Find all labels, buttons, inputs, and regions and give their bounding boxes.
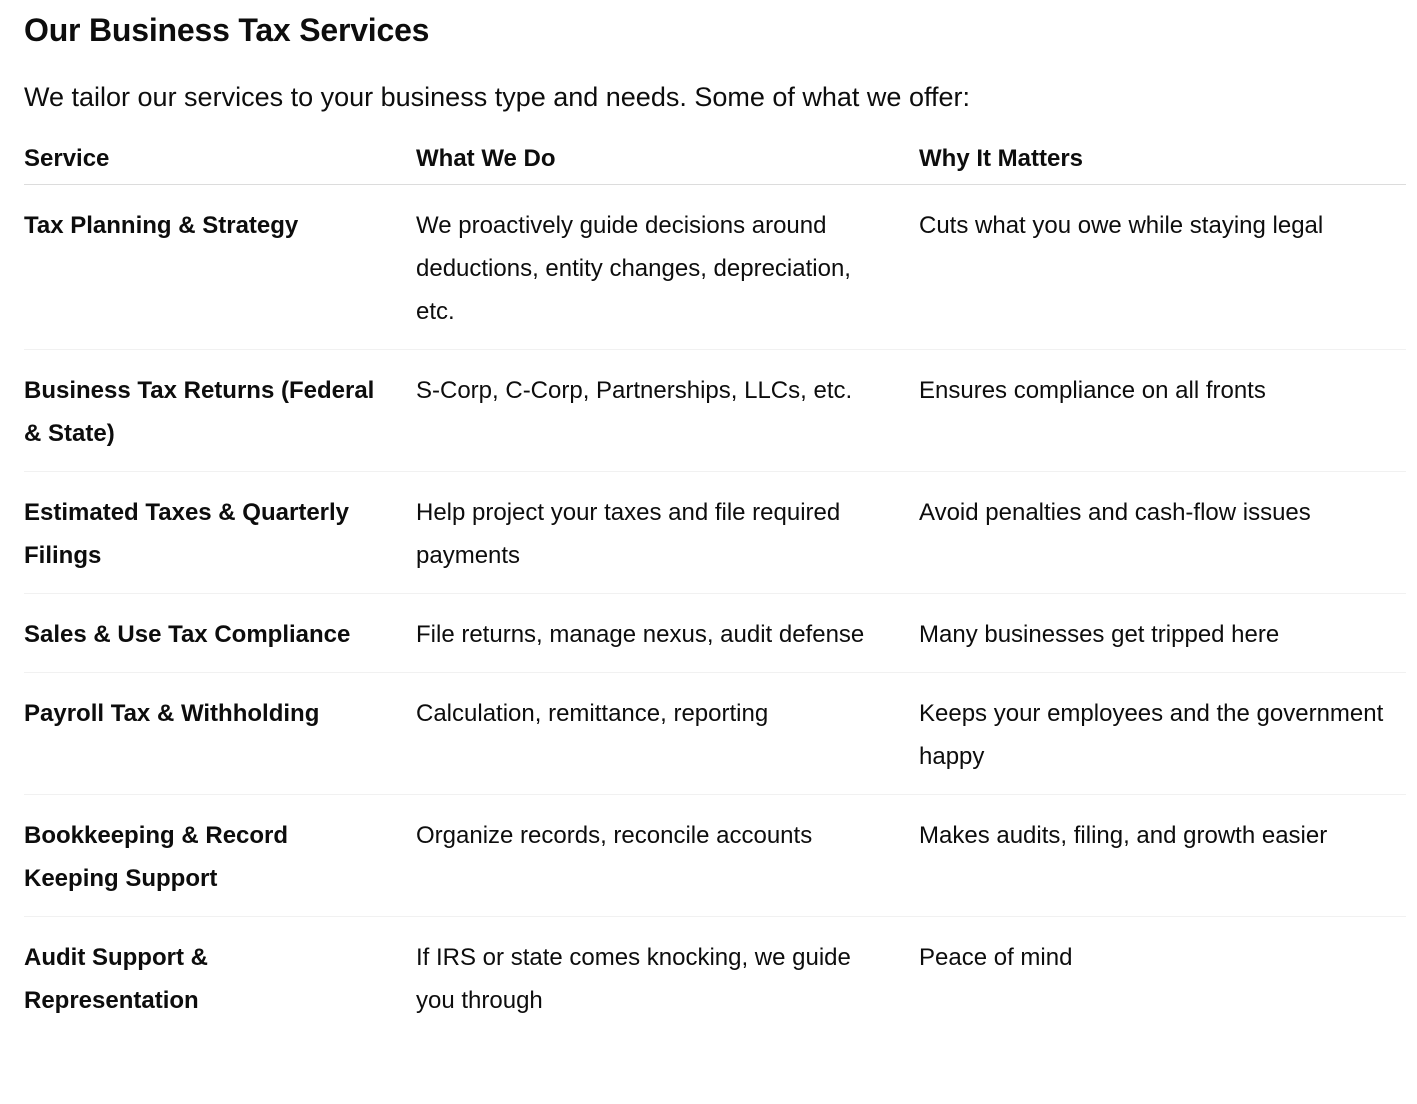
what-we-do-cell: Calculation, remittance, reporting [416,673,919,795]
service-cell: Business Tax Returns (Federal & State) [24,350,416,472]
why-it-matters-cell: Many businesses get tripped here [919,594,1406,673]
what-we-do-cell: File returns, manage nexus, audit defense [416,594,919,673]
table-row [24,185,1406,350]
what-we-do-cell: We proactively guide decisions around deductions, entity changes, depreciation, etc. [416,185,919,350]
column-header-service: Service [24,140,416,185]
service-cell: Tax Planning & Strategy [24,185,416,350]
table-row [24,673,1406,795]
service-cell: Estimated Taxes & Quarterly Filings [24,472,416,594]
why-it-matters-cell: Cuts what you owe while staying legal [919,185,1406,350]
table-row [24,795,1406,917]
table-body [24,185,1406,1039]
what-we-do-cell: Organize records, reconcile accounts [416,795,919,917]
table-header-row [24,140,1406,185]
table-row [24,917,1406,1039]
column-header-what-we-do: What We Do [416,140,919,185]
what-we-do-cell: S-Corp, C-Corp, Partnerships, LLCs, etc. [416,350,919,472]
table-row [24,350,1406,472]
service-cell: Audit Support & Representation [24,944,208,1014]
why-it-matters-cell: Ensures compliance on all fronts [919,350,1406,472]
what-we-do-cell: If IRS or state comes knocking, we guide you through [416,944,851,1014]
intro-paragraph: We tailor our services to your business type and needs. Some of what we offer: [24,82,970,112]
page-title: Our Business Tax Services [24,12,430,48]
why-it-matters-cell: Peace of mind [919,944,1073,971]
table-header [24,140,1406,185]
why-it-matters-cell: Avoid penalties and cash-flow issues [919,472,1406,594]
services-table [24,140,1406,1038]
column-header-why-it-matters: Why It Matters [919,140,1406,185]
service-cell: Payroll Tax & Withholding [24,673,416,795]
service-cell: Bookkeeping & Record Keeping Support [24,795,416,917]
what-we-do-cell: Help project your taxes and file required payments [416,472,919,594]
table-row [24,594,1406,673]
table-row [24,472,1406,594]
service-cell: Sales & Use Tax Compliance [24,594,416,673]
why-it-matters-cell: Makes audits, filing, and growth easier [919,795,1406,917]
why-it-matters-cell: Keeps your employees and the government happy [919,673,1406,795]
